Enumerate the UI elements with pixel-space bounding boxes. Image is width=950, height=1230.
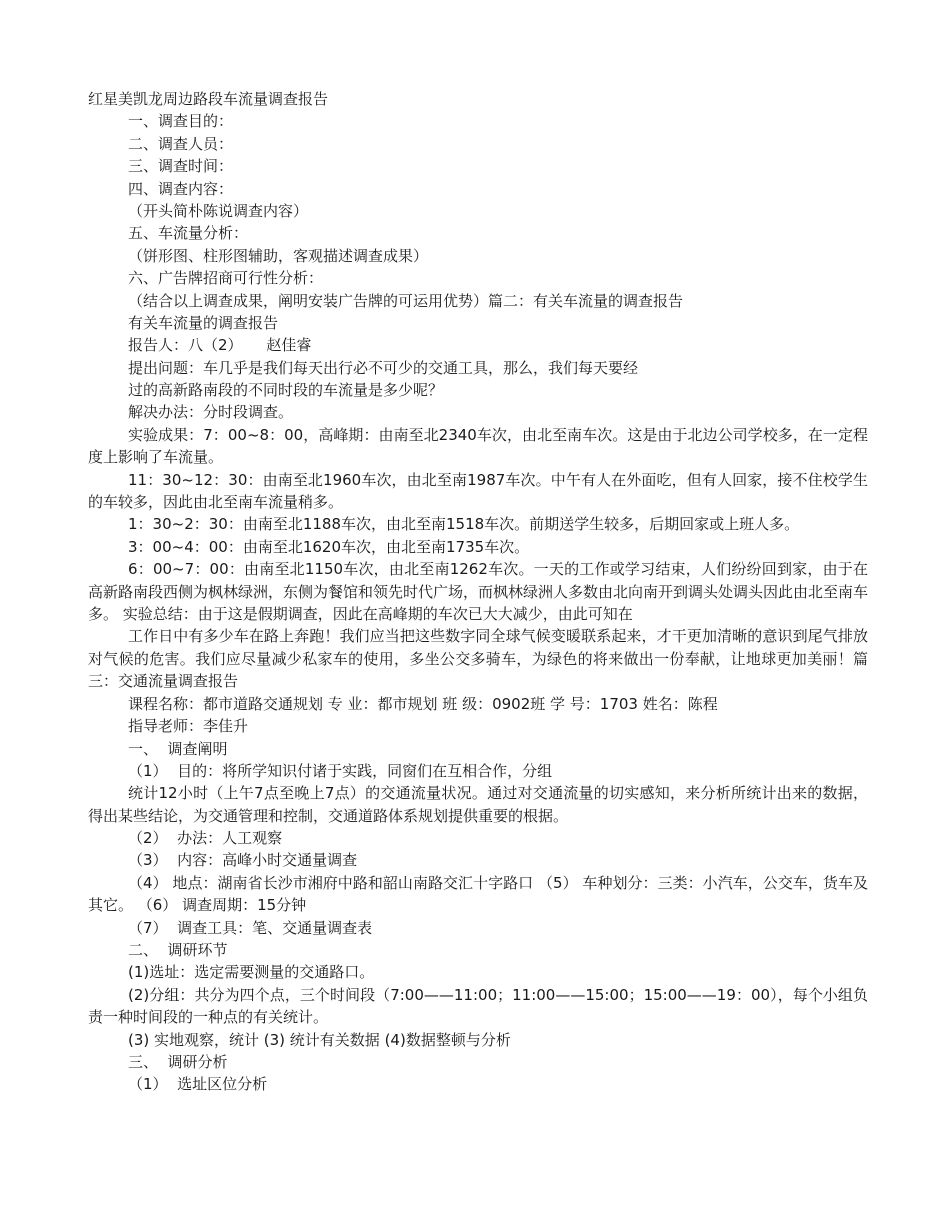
text-line: 五、车流量分析： (128, 224, 249, 243)
text-line: 1：30~2：30：由南至北1188车次，由北至南1518车次。前期送学生较多，后期回家或上班人多。 (128, 515, 800, 534)
document-title: 红星美凯龙周边路段车流量调查报告 (88, 90, 329, 108)
text-line: （7） 调查工具：笔、交通量调查表 (128, 918, 373, 937)
text-line: 有关车流量的调查报告 (128, 313, 279, 332)
text-line: （开头简朴陈说调查内容） (128, 201, 309, 220)
paragraph: 统计12小时（上午7点至晚上7点）的交通流量状况。通过对交通流量的切实感知，来分析所统计出来的数据，得出某些结论，为交通管理和控制，交通道路体系规划提供重要的根据。 (88, 784, 868, 825)
text-line: 一、 调查阐明 (128, 739, 228, 758)
text-line: 解决办法：分时段调查。 (128, 403, 294, 422)
text-line: （结合以上调查成果，阐明安装广告牌的可运用优势）篇二：有关车流量的调查报告 (128, 291, 684, 310)
text-line: 3：00~4：00：由南至北1620车次，由北至南1735车次。 (128, 537, 530, 556)
paragraph: 11：30~12：30：由南至北1960车次，由北至南1987车次。中午有人在外面吃，但有人回家，接不住校学生的车较多，因此由北至南车流量稍多。 (88, 470, 868, 512)
text-line: (1)选址：选定需要测量的交通路口。 (128, 963, 375, 982)
text-line: （1） 目的：将所学知识付诸于实践，同窗们在互相合作，分组 (128, 761, 553, 780)
text-line: 一、调查目的： (128, 112, 234, 131)
text-line: 指导老师：李佳升 (128, 717, 249, 736)
document-page (88, 88, 868, 1096)
text-line: (3) 实地观察，统计 (3) 统计有关数据 (4)数据整顿与分析 (128, 1030, 511, 1049)
paragraph: (2)分组：共分为四个点，三个时间段（7:00——11:00；11:00——15:00；15:00——19：00），每个小组负责一种时间段的一种点的有关统计。 (88, 985, 868, 1027)
text-line: 二、 调研环节 (128, 941, 228, 960)
text-line: 提出问题：车几乎是我们每天出行必不可少的交通工具，那么，我们每天要经 (128, 358, 639, 377)
text-line: 三、调查时间： (128, 157, 234, 176)
text-line: （3） 内容：高峰小时交通量调查 (128, 851, 358, 870)
text-line: （饼形图、柱形图辅助，客观描述调查成果） (128, 246, 429, 265)
paragraph: （4） 地点：湖南省长沙市湘府中路和韶山南路交汇十字路口 （5） 车种划分：三类：小汽车，公交车，货车及其它。 （6） 调查周期：15分钟 (88, 873, 868, 915)
text-line: （1） 选址区位分析 (128, 1075, 268, 1094)
text-line: 六、广告牌招商可行性分析： (128, 269, 324, 288)
text-line: 报告人：八（2） 赵佳睿 (128, 336, 312, 355)
text-line: （2） 办法：人工观察 (128, 829, 283, 848)
text-line: 三、 调研分析 (128, 1053, 228, 1072)
paragraph: 实验成果：7：00~8：00，高峰期：由南至北2340车次，由北至南车次。这是由于北边公司学校多，在一定程度上影响了车流量。 (88, 425, 868, 467)
paragraph: 课程名称：都市道路交通规划 专 业：都市规划 班 级：0902班 学 号：1703 姓名：陈程 (128, 694, 718, 713)
text-line: 过的高新路南段的不同时段的车流量是多少呢？ (128, 381, 444, 400)
text-line: 二、调查人员： (128, 134, 234, 153)
paragraph: 工作日中有多少车在路上奔跑！我们应当把这些数字同全球气候变暖联系起来，才干更加清晰的意识到尾气排放对气候的危害。我们应尽量减少私家车的使用，多坐公交多骑车，为绿色的将来做出一份奉献，让地球更加美丽！篇三：交通流量调查报告 (88, 627, 868, 691)
text-line: 四、调查内容： (128, 179, 234, 198)
paragraph: 6：00~7：00：由南至北1150车次，由北至南1262车次。一天的工作或学习结束，人们纷纷回到家，由于在高新路南段西侧为枫林绿洲，东侧为餐馆和领先时代广场，而枫林绿洲人多数由北向南开到调头处调头因此由北至南车多。 实验总结：由于这是假期调查，因此在高峰期的车次已大大减少，由此可知在 (88, 560, 869, 624)
